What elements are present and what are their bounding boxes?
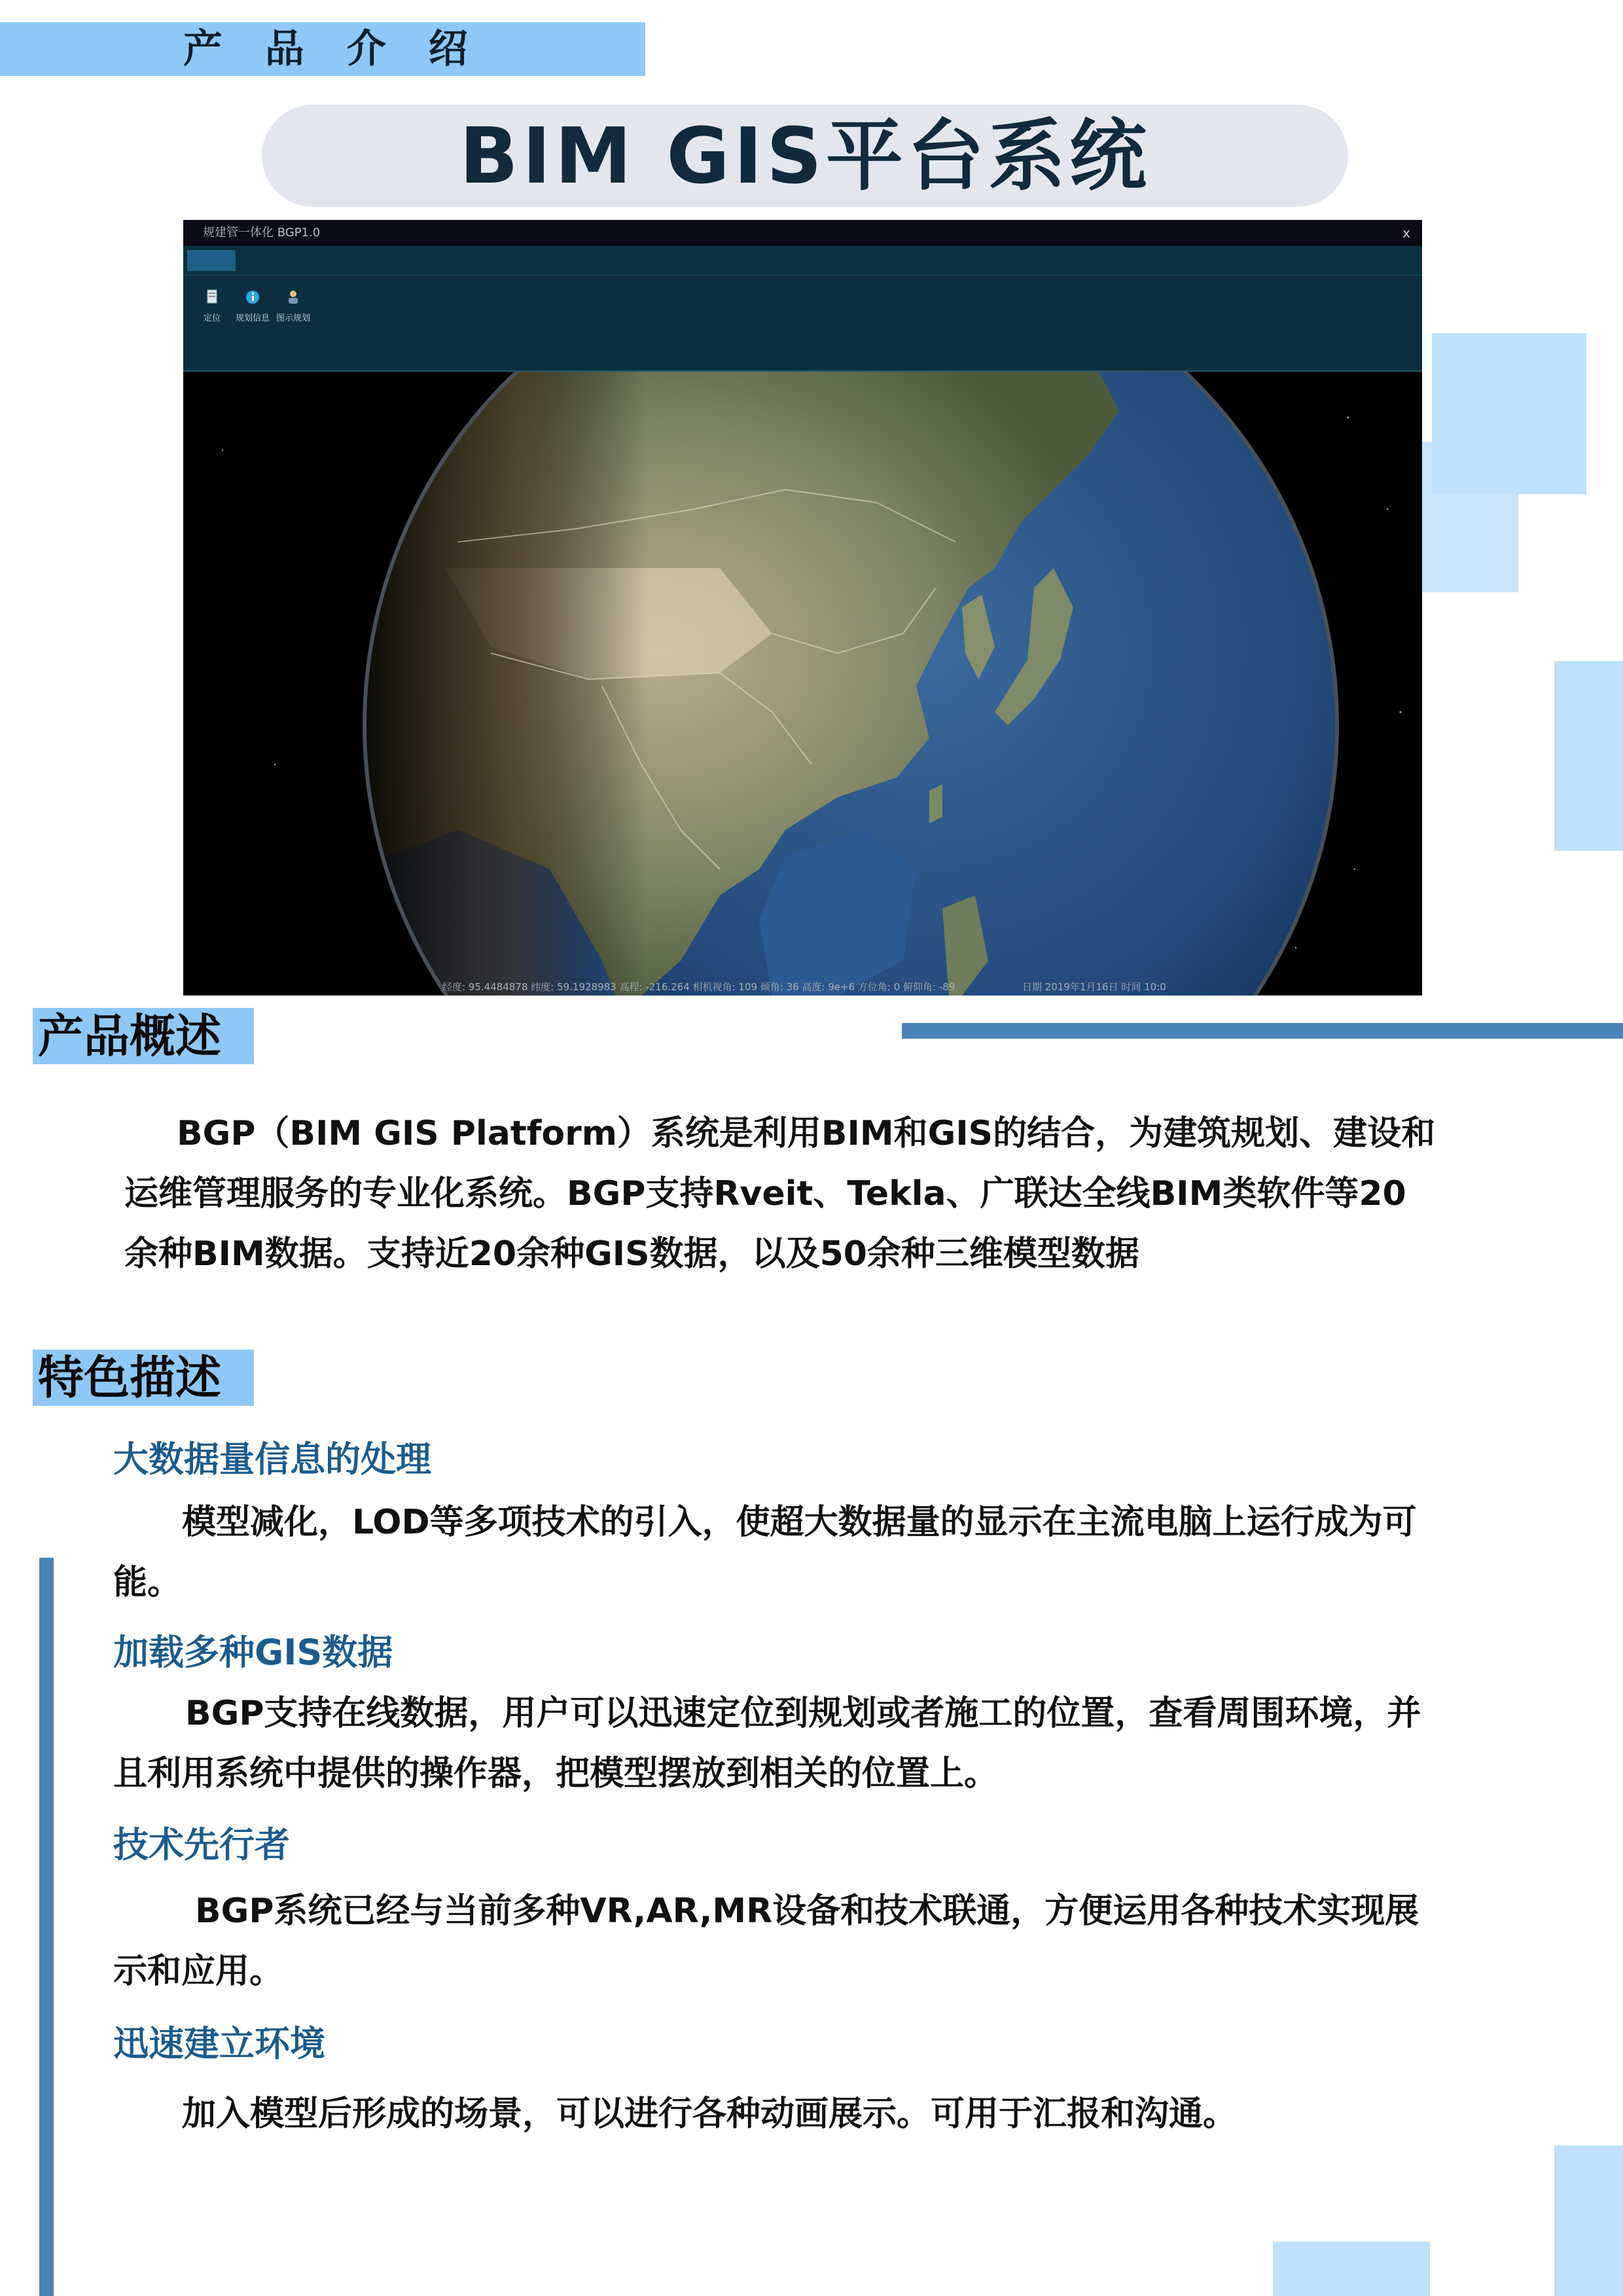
tab-3[interactable] bbox=[338, 250, 377, 271]
globe-image bbox=[183, 372, 1422, 996]
tab-4[interactable] bbox=[410, 250, 449, 271]
status-datetime: 日期 2019年1月16日 时间 10:0 bbox=[1022, 981, 1166, 993]
window-titlebar bbox=[183, 220, 1422, 246]
tab-2[interactable] bbox=[268, 250, 308, 271]
deco-square-5 bbox=[1273, 2242, 1430, 2296]
left-accent-rule bbox=[39, 1558, 54, 2296]
globe-viewport[interactable] bbox=[183, 372, 1422, 996]
tab-6[interactable] bbox=[550, 250, 576, 271]
tab-1[interactable] bbox=[187, 250, 236, 271]
feature-title-2: 加载多种GIS数据 bbox=[113, 1632, 393, 1673]
status-coordinates: 经度: 95.4484878 纬度: 59.1928983 高程: -216.264 相机视角: 109 倾角: 36 高度: 9e+6 方位角: 0 俯仰角: -89 bbox=[442, 981, 955, 993]
ribbon-toolbar bbox=[183, 275, 1422, 372]
tool-planning-info[interactable] bbox=[233, 289, 272, 323]
tool-label: 定位 bbox=[203, 314, 221, 323]
feature-title-4: 迅速建立环境 bbox=[113, 2023, 325, 2064]
software-window bbox=[183, 220, 1422, 996]
window-title: 规建管一体化 BGP1.0 bbox=[203, 226, 321, 240]
header-label: 产 品 介 绍 bbox=[183, 26, 482, 72]
page-title: BIM GIS平台系统 bbox=[459, 111, 1151, 201]
section-title-overview: 产品概述 bbox=[38, 1009, 221, 1063]
feature-text-1: 模型减化，LOD等多项技术的引入，使超大数据量的显示在主流电脑上运行成为可能。 bbox=[113, 1503, 1417, 1602]
info-icon bbox=[244, 289, 261, 306]
feature-text-3: BGP系统已经与当前多种VR,AR,MR设备和技术联通，方便运用各种技术实现展示和应用。 bbox=[113, 1892, 1419, 1991]
tool-diagram-planning[interactable] bbox=[274, 289, 313, 323]
document-icon bbox=[204, 289, 221, 306]
feature-title-1: 大数据量信息的处理 bbox=[113, 1439, 431, 1480]
feature-text-2: BGP支持在线数据，用户可以迅速定位到规划或者施工的位置，查看周围环境，并且利用系统中提供的操作器，把模型摆放到相关的位置上。 bbox=[113, 1694, 1421, 1793]
user-icon bbox=[285, 289, 302, 306]
tab-5[interactable] bbox=[483, 250, 509, 271]
feature-title-3: 技术先行者 bbox=[113, 1824, 290, 1865]
close-icon[interactable]: x bbox=[1402, 225, 1410, 241]
tool-label: 规划信息 bbox=[235, 314, 270, 323]
status-bar bbox=[183, 978, 1422, 996]
menu-bar bbox=[183, 246, 1422, 275]
tool-label: 图示规划 bbox=[276, 314, 310, 323]
deco-square-4 bbox=[1554, 2145, 1623, 2296]
tool-locate[interactable] bbox=[192, 289, 232, 323]
deco-square-3 bbox=[1554, 661, 1623, 851]
feature-text-4: 加入模型后形成的场景，可以进行各种动画展示。可用于汇报和沟通。 bbox=[182, 2094, 1238, 2134]
accent-rule bbox=[902, 1023, 1623, 1039]
overview-paragraph: BGP（BIM GIS Platform）系统是利用BIM和GIS的结合，为建筑规划、建设和运维管理服务的专业化系统。BGP支持Rveit、Tekla、广联达全线BIM类软件等20余种BIM数据。支持近20余种GIS数据，以及50余种三维模型数据 bbox=[124, 1114, 1436, 1274]
section-title-features: 特色描述 bbox=[38, 1351, 221, 1405]
